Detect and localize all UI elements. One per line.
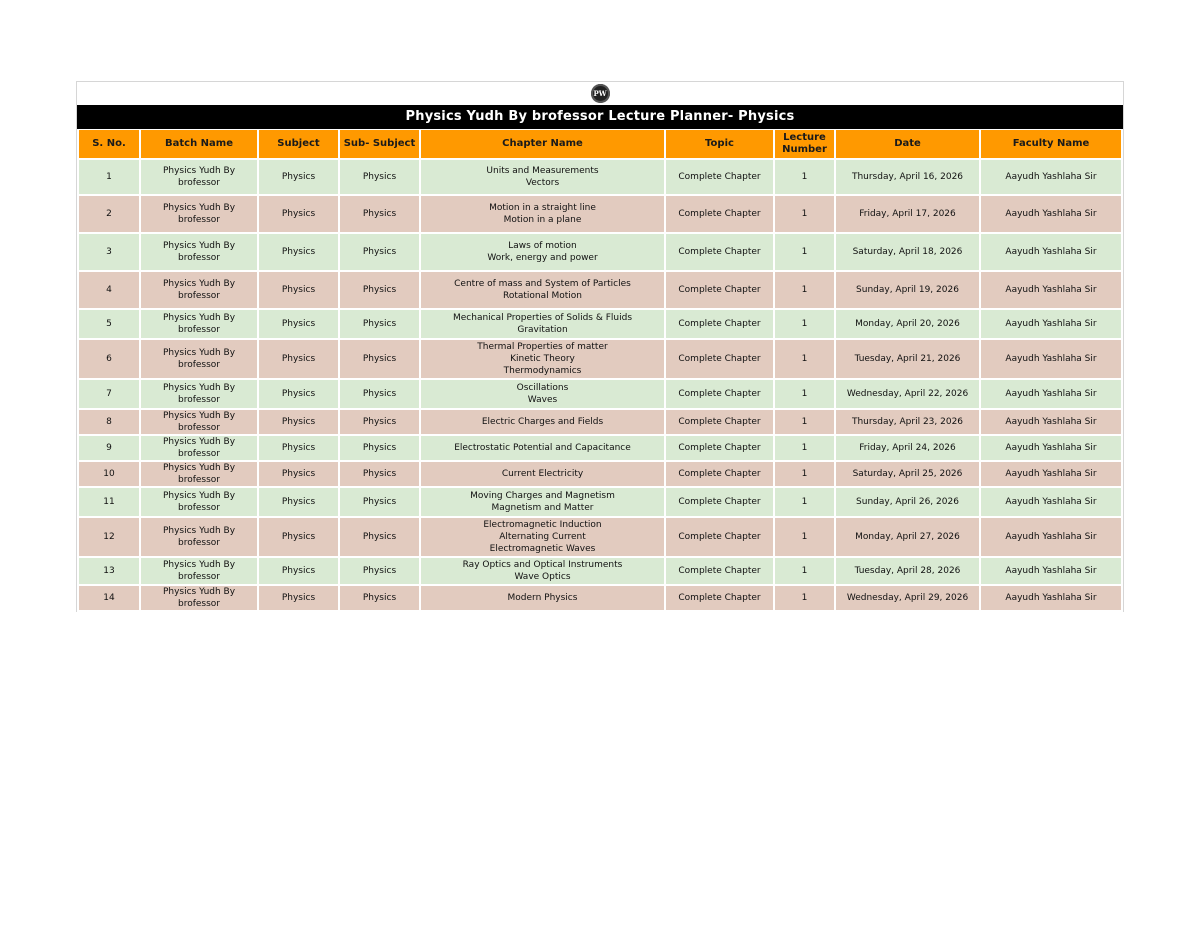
cell-chapter-name [421,340,664,378]
cell-date: Monday, April 27, 2026 [836,518,979,556]
cell-faculty-name: Aayudh Yashlaha Sir [981,462,1121,486]
cell-topic: Complete Chapter [666,310,773,338]
cell-topic: Complete Chapter [666,586,773,610]
table-body [79,160,1121,610]
cell-sub-subject: Physics [340,380,419,408]
lecture-planner-sheet [76,81,1124,612]
cell-sub-subject: Physics [340,410,419,434]
cell-batch-name: Physics Yudh By brofessor [141,272,257,308]
cell-subject: Physics [259,340,338,378]
cell-faculty-name: Aayudh Yashlaha Sir [981,310,1121,338]
header-topic: Topic [666,130,773,158]
cell-subject: Physics [259,380,338,408]
table-row [79,196,1121,232]
cell-sno: 2 [79,196,139,232]
cell-date: Wednesday, April 22, 2026 [836,380,979,408]
chapter-line: Oscillations [516,383,569,393]
cell-lecture-number: 1 [775,586,834,610]
cell-batch-name: Physics Yudh By brofessor [141,488,257,516]
table-row [79,488,1121,516]
chapter-line: Magnetism and Matter [491,503,594,513]
cell-faculty-name: Aayudh Yashlaha Sir [981,410,1121,434]
cell-chapter-name [421,558,664,584]
cell-lecture-number: 1 [775,272,834,308]
cell-chapter-name [421,518,664,556]
cell-chapter-name [421,310,664,338]
cell-sno: 12 [79,518,139,556]
cell-lecture-number: 1 [775,410,834,434]
header-lecture-number: Lecture Number [775,130,834,158]
chapter-line: Waves [527,395,558,405]
cell-subject: Physics [259,196,338,232]
cell-sub-subject: Physics [340,234,419,270]
chapter-line: Motion in a plane [503,215,582,225]
header-row [79,130,1121,158]
cell-chapter-name [421,462,664,486]
cell-batch-name: Physics Yudh By brofessor [141,160,257,194]
cell-faculty-name: Aayudh Yashlaha Sir [981,160,1121,194]
cell-sub-subject: Physics [340,340,419,378]
cell-faculty-name: Aayudh Yashlaha Sir [981,380,1121,408]
table-row [79,586,1121,610]
table-row [79,558,1121,584]
cell-lecture-number: 1 [775,558,834,584]
cell-batch-name: Physics Yudh By brofessor [141,310,257,338]
cell-lecture-number: 1 [775,462,834,486]
cell-date: Tuesday, April 28, 2026 [836,558,979,584]
header-sub-subject: Sub- Subject [340,130,419,158]
cell-sno: 8 [79,410,139,434]
cell-chapter-name [421,234,664,270]
cell-subject: Physics [259,410,338,434]
cell-batch-name: Physics Yudh By brofessor [141,436,257,460]
chapter-line: Kinetic Theory [510,354,575,364]
cell-sub-subject: Physics [340,196,419,232]
cell-topic: Complete Chapter [666,196,773,232]
cell-chapter-name [421,436,664,460]
table-row [79,380,1121,408]
cell-date: Saturday, April 25, 2026 [836,462,979,486]
cell-date: Saturday, April 18, 2026 [836,234,979,270]
chapter-line: Wave Optics [514,572,571,582]
cell-chapter-name [421,488,664,516]
cell-subject: Physics [259,160,338,194]
cell-date: Sunday, April 26, 2026 [836,488,979,516]
cell-lecture-number: 1 [775,340,834,378]
cell-chapter-name [421,410,664,434]
cell-topic: Complete Chapter [666,234,773,270]
cell-date: Wednesday, April 29, 2026 [836,586,979,610]
cell-sno: 6 [79,340,139,378]
cell-batch-name: Physics Yudh By brofessor [141,234,257,270]
cell-sno: 11 [79,488,139,516]
chapter-line: Gravitation [517,325,568,335]
cell-subject: Physics [259,436,338,460]
chapter-line: Ray Optics and Optical Instruments [462,560,623,570]
cell-sub-subject: Physics [340,586,419,610]
cell-topic: Complete Chapter [666,272,773,308]
header-faculty-name: Faculty Name [981,130,1121,158]
cell-chapter-name [421,380,664,408]
table-row [79,234,1121,270]
cell-chapter-name [421,272,664,308]
cell-topic: Complete Chapter [666,518,773,556]
cell-sno: 5 [79,310,139,338]
cell-faculty-name: Aayudh Yashlaha Sir [981,196,1121,232]
cell-faculty-name: Aayudh Yashlaha Sir [981,558,1121,584]
table-row [79,340,1121,378]
cell-sno: 1 [79,160,139,194]
cell-sno: 7 [79,380,139,408]
table-row [79,272,1121,308]
cell-subject: Physics [259,234,338,270]
header-date: Date [836,130,979,158]
cell-subject: Physics [259,310,338,338]
cell-date: Thursday, April 16, 2026 [836,160,979,194]
cell-date: Tuesday, April 21, 2026 [836,340,979,378]
table-row [79,310,1121,338]
cell-sub-subject: Physics [340,518,419,556]
chapter-line: Electromagnetic Induction [483,520,602,530]
cell-sub-subject: Physics [340,272,419,308]
cell-batch-name: Physics Yudh By brofessor [141,462,257,486]
chapter-line: Motion in a straight line [489,203,596,213]
cell-sub-subject: Physics [340,462,419,486]
cell-faculty-name: Aayudh Yashlaha Sir [981,234,1121,270]
header-batch-name: Batch Name [141,130,257,158]
cell-sub-subject: Physics [340,160,419,194]
cell-topic: Complete Chapter [666,436,773,460]
cell-chapter-name [421,160,664,194]
chapter-line: Units and Measurements [486,166,599,176]
cell-lecture-number: 1 [775,196,834,232]
cell-batch-name: Physics Yudh By brofessor [141,410,257,434]
cell-date: Thursday, April 23, 2026 [836,410,979,434]
chapter-line: Mechanical Properties of Solids & Fluids [452,313,633,323]
chapter-line: Laws of motion [508,241,577,251]
cell-faculty-name: Aayudh Yashlaha Sir [981,272,1121,308]
cell-sno: 4 [79,272,139,308]
table-row [79,462,1121,486]
header-sno: S. No. [79,130,139,158]
cell-subject: Physics [259,518,338,556]
cell-batch-name: Physics Yudh By brofessor [141,196,257,232]
cell-topic: Complete Chapter [666,340,773,378]
cell-lecture-number: 1 [775,310,834,338]
table-row [79,410,1121,434]
chapter-line: Current Electricity [501,469,584,479]
cell-sno: 3 [79,234,139,270]
cell-lecture-number: 1 [775,380,834,408]
lecture-table [77,128,1123,612]
cell-batch-name: Physics Yudh By brofessor [141,586,257,610]
cell-lecture-number: 1 [775,160,834,194]
cell-sub-subject: Physics [340,310,419,338]
cell-subject: Physics [259,462,338,486]
cell-faculty-name: Aayudh Yashlaha Sir [981,586,1121,610]
cell-faculty-name: Aayudh Yashlaha Sir [981,340,1121,378]
cell-subject: Physics [259,488,338,516]
cell-chapter-name [421,196,664,232]
cell-topic: Complete Chapter [666,558,773,584]
cell-sub-subject: Physics [340,558,419,584]
cell-batch-name: Physics Yudh By brofessor [141,340,257,378]
cell-batch-name: Physics Yudh By brofessor [141,518,257,556]
cell-subject: Physics [259,272,338,308]
chapter-line: Work, energy and power [487,253,598,263]
chapter-line: Electrostatic Potential and Capacitance [454,443,631,453]
header-subject: Subject [259,130,338,158]
chapter-line: Electromagnetic Waves [489,544,596,554]
cell-lecture-number: 1 [775,518,834,556]
cell-topic: Complete Chapter [666,160,773,194]
cell-date: Friday, April 17, 2026 [836,196,979,232]
cell-topic: Complete Chapter [666,410,773,434]
cell-batch-name: Physics Yudh By brofessor [141,558,257,584]
cell-subject: Physics [259,558,338,584]
cell-topic: Complete Chapter [666,380,773,408]
chapter-line: Electric Charges and Fields [481,417,604,427]
chapter-line: Moving Charges and Magnetism [470,491,615,501]
cell-sub-subject: Physics [340,436,419,460]
table-row [79,160,1121,194]
cell-sno: 9 [79,436,139,460]
cell-batch-name: Physics Yudh By brofessor [141,380,257,408]
cell-sub-subject: Physics [340,488,419,516]
chapter-line: Vectors [525,178,560,188]
cell-subject: Physics [259,586,338,610]
cell-lecture-number: 1 [775,436,834,460]
cell-date: Monday, April 20, 2026 [836,310,979,338]
logo-row [77,82,1123,105]
cell-date: Sunday, April 19, 2026 [836,272,979,308]
chapter-line: Thermal Properties of matter [477,342,608,352]
cell-faculty-name: Aayudh Yashlaha Sir [981,518,1121,556]
chapter-line: Thermodynamics [503,366,582,376]
cell-sno: 10 [79,462,139,486]
chapter-line: Rotational Motion [502,291,583,301]
cell-lecture-number: 1 [775,488,834,516]
cell-topic: Complete Chapter [666,488,773,516]
chapter-line: Modern Physics [507,593,578,603]
cell-topic: Complete Chapter [666,462,773,486]
cell-lecture-number: 1 [775,234,834,270]
table-row [79,436,1121,460]
header-chapter-name: Chapter Name [421,130,664,158]
cell-date: Friday, April 24, 2026 [836,436,979,460]
chapter-line: Centre of mass and System of Particles [454,279,631,289]
chapter-line: Alternating Current [499,532,586,542]
cell-sno: 14 [79,586,139,610]
cell-faculty-name: Aayudh Yashlaha Sir [981,436,1121,460]
cell-sno: 13 [79,558,139,584]
cell-faculty-name: Aayudh Yashlaha Sir [981,488,1121,516]
pw-logo: PW [591,84,610,103]
planner-title: Physics Yudh By brofessor Lecture Planner- Physics [77,105,1123,129]
table-row [79,518,1121,556]
cell-chapter-name [421,586,664,610]
